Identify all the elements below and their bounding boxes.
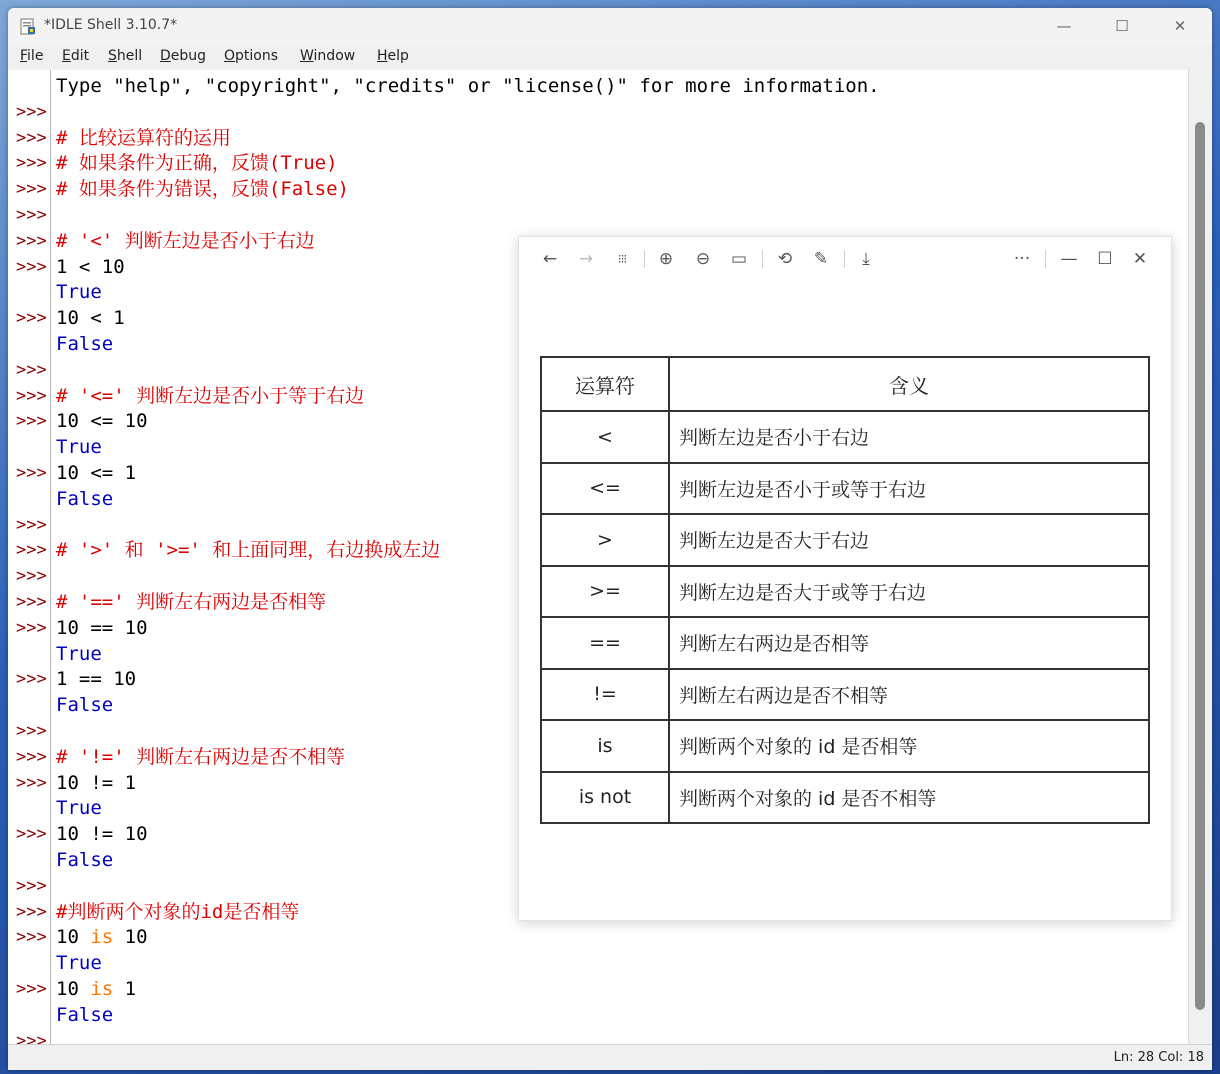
code-comment: # 如果条件为错误，反馈(False): [56, 178, 349, 201]
shell-line-text: [56, 744, 345, 770]
code-keyword: is: [90, 926, 114, 949]
shell-line: [8, 1002, 1188, 1028]
operator-cell: is: [541, 720, 669, 772]
shell-line: [8, 950, 1188, 976]
operator-cell: >=: [541, 566, 669, 618]
code-keyword: is: [90, 978, 114, 1000]
idle-app-icon: [20, 17, 36, 35]
shell-line-text: [56, 950, 102, 976]
menu-edit[interactable]: [62, 48, 89, 64]
more-icon[interactable]: ···: [1013, 249, 1031, 269]
close-button[interactable]: ✕: [1173, 17, 1187, 35]
shell-prompt: >>>: [16, 514, 47, 535]
shell-line-text: [56, 976, 136, 1002]
shell-prompt: >>>: [16, 901, 47, 922]
menu-shell[interactable]: [108, 48, 142, 64]
code-comment: # '==' 判断左右两边是否相等: [56, 591, 327, 613]
toolbar-divider: [844, 250, 845, 268]
table-row: [541, 669, 1149, 721]
meaning-cell: 判断左右两边是否不相等: [669, 669, 1149, 721]
shell-line: [8, 99, 1188, 125]
shell-line: [8, 73, 1188, 99]
table-header-row: [541, 357, 1149, 411]
image-viewer-window: [518, 236, 1172, 921]
operator-cell: <: [541, 411, 669, 463]
meaning-cell: 判断左边是否小于右边: [669, 411, 1149, 463]
shell-line-text: [56, 150, 338, 176]
shell-line-text: [56, 176, 349, 202]
shell-prompt: >>>: [16, 230, 47, 251]
shell-prompt: >>>: [16, 359, 47, 380]
table-row: [541, 617, 1149, 669]
rotate-icon[interactable]: ⟲: [777, 249, 793, 269]
save-icon[interactable]: ⤓: [862, 249, 870, 269]
code-text: 10: [113, 926, 148, 949]
shell-prompt: >>>: [16, 721, 47, 741]
shell-line-text: [56, 408, 148, 434]
meaning-cell: 判断两个对象的 id 是否不相等: [669, 772, 1149, 824]
shell-line-text: [56, 770, 136, 796]
shell-line: [8, 924, 1188, 950]
header-operator: 运算符: [541, 357, 669, 411]
title-bar[interactable]: [8, 8, 1212, 45]
shell-output: True: [56, 436, 102, 459]
shell-line-text: [56, 486, 113, 512]
shell-line-text: [56, 589, 326, 615]
toolbar-divider: [762, 250, 763, 268]
grid-icon[interactable]: ⁝⁝⁝: [617, 252, 627, 266]
back-arrow-icon[interactable]: ←: [542, 249, 558, 269]
shell-output: True: [56, 797, 102, 820]
shell-prompt: >>>: [16, 127, 47, 148]
shell-prompt: >>>: [16, 927, 47, 948]
shell-line-text: [56, 821, 148, 847]
menu-mnemonic: D: [160, 48, 171, 64]
operator-cell: is not: [541, 772, 669, 824]
menu-mnemonic: E: [62, 48, 71, 64]
shell-prompt: >>>: [16, 592, 47, 612]
menu-label-rest: elp: [387, 48, 409, 64]
shell-output: True: [56, 642, 102, 665]
code-comment: # '<' 判断左边是否小于右边: [56, 229, 315, 252]
shell-line-text: [56, 434, 102, 460]
shell-line-text: [56, 254, 125, 280]
operator-cell: <=: [541, 463, 669, 515]
scrollbar-thumb[interactable]: [1195, 122, 1205, 1010]
shell-prompt: >>>: [16, 979, 47, 999]
shell-prompt: >>>: [16, 824, 47, 845]
code-text: 10 != 1: [56, 771, 137, 794]
menu-bar: [8, 44, 1212, 71]
code-text: 10 <= 10: [56, 410, 148, 433]
shell-line-text: [56, 641, 102, 667]
shell-line-text: [56, 383, 364, 409]
operator-cell: >: [541, 514, 669, 566]
viewer-close-icon[interactable]: ✕: [1132, 249, 1148, 269]
zoom-in-icon[interactable]: ⊕: [658, 249, 674, 269]
shell-line-text: [56, 666, 136, 692]
shell-prompt: >>>: [16, 153, 47, 174]
code-text: 1: [113, 978, 137, 1000]
shell-output: False: [56, 1003, 114, 1026]
menu-label-rest: hell: [116, 48, 143, 64]
table-row: [541, 514, 1149, 566]
meaning-cell: 判断左边是否大于或等于右边: [669, 566, 1149, 618]
code-text: 10 <= 1: [56, 462, 137, 484]
shell-line-text: [56, 305, 125, 331]
toolbar-divider: [1045, 250, 1046, 268]
operator-cell: ==: [541, 617, 669, 669]
operator-table: [540, 356, 1150, 824]
menu-window[interactable]: [300, 48, 355, 64]
menu-debug[interactable]: [160, 48, 206, 64]
shell-line-text: [56, 692, 113, 718]
table-row: [541, 566, 1149, 618]
shell-line: [8, 176, 1188, 202]
code-text: 10: [56, 926, 91, 949]
shell-prompt: >>>: [16, 463, 47, 483]
zoom-out-icon[interactable]: ⊖: [695, 249, 711, 269]
code-comment: #判断两个对象的id是否相等: [56, 900, 300, 923]
shell-prompt: >>>: [16, 256, 47, 277]
shell-prompt: >>>: [16, 411, 47, 432]
shell-prompt: >>>: [16, 875, 47, 896]
shell-prompt: >>>: [16, 205, 47, 225]
code-text: 1 == 10: [56, 668, 137, 691]
shell-prompt: >>>: [16, 179, 47, 200]
forward-arrow-icon[interactable]: →: [578, 249, 594, 269]
meaning-cell: 判断左边是否大于右边: [669, 514, 1149, 566]
shell-output: False: [56, 694, 114, 717]
shell-prompt: >>>: [16, 566, 47, 587]
code-text: 10: [56, 978, 91, 1000]
shell-line: [8, 125, 1188, 151]
shell-output: False: [56, 333, 114, 355]
shell-line-text: [56, 331, 113, 357]
shell-output: True: [56, 281, 102, 304]
code-text: 1 < 10: [56, 255, 125, 278]
menu-label-rest: dit: [70, 48, 90, 64]
operator-cell: !=: [541, 669, 669, 721]
menu-options[interactable]: [224, 48, 278, 64]
menu-label-rest: indow: [313, 48, 356, 64]
actual-size-icon[interactable]: ▭: [730, 249, 748, 269]
shell-prompt: >>>: [16, 746, 47, 767]
menu-label-rest: ptions: [235, 48, 279, 64]
shell-prompt: >>>: [16, 617, 47, 638]
shell-line: [8, 202, 1188, 228]
meaning-cell: 判断左右两边是否相等: [669, 617, 1149, 669]
shell-prompt: >>>: [16, 669, 47, 690]
code-comment: # '<=' 判断左边是否小于等于右边: [56, 384, 365, 407]
shell-line: [8, 976, 1188, 1002]
toolbar-divider: [644, 250, 645, 268]
code-text: Type "help", "copyright", "credits" or "license()" for more information.: [56, 75, 880, 97]
shell-prompt: >>>: [16, 385, 47, 406]
shell-output: False: [56, 487, 114, 510]
meaning-cell: 判断左边是否小于或等于右边: [669, 463, 1149, 515]
shell-prompt: >>>: [16, 101, 47, 122]
table-row: [541, 411, 1149, 463]
cursor-position: Ln: 28 Col: 18: [1113, 1050, 1204, 1065]
shell-prompt: >>>: [16, 772, 47, 793]
edit-icon[interactable]: ✎: [813, 249, 829, 269]
viewer-maximize-icon[interactable]: ☐: [1097, 249, 1113, 269]
minimize-button[interactable]: —: [1056, 17, 1072, 35]
meaning-cell: 判断两个对象的 id 是否相等: [669, 720, 1149, 772]
shell-line-text: [56, 73, 880, 99]
shell-line-text: [56, 279, 102, 305]
code-text: 10 == 10: [56, 616, 148, 639]
code-text: 10 != 10: [56, 823, 148, 846]
shell-line-text: [56, 795, 102, 821]
menu-label-rest: ebug: [170, 48, 207, 64]
menu-mnemonic: O: [224, 48, 236, 64]
shell-line-text: [56, 899, 299, 925]
table-row: [541, 720, 1149, 772]
menu-mnemonic: F: [20, 48, 28, 64]
viewer-toolbar: [519, 237, 1171, 281]
window-title: *IDLE Shell 3.10.7*: [44, 17, 178, 33]
shell-line-text: [56, 460, 136, 486]
code-text: 10 < 1: [56, 307, 125, 330]
shell-output: True: [56, 952, 102, 975]
code-comment: # 比较运算符的运用: [56, 126, 231, 149]
shell-line: [8, 150, 1188, 176]
shell-line-text: [56, 228, 315, 254]
code-comment: # 如果条件为正确，反馈(True): [56, 152, 338, 175]
menu-mnemonic: H: [377, 48, 388, 64]
shell-line-text: [56, 1002, 113, 1028]
shell-line-text: [56, 537, 440, 563]
menu-label-rest: ile: [27, 48, 44, 64]
viewer-minimize-icon[interactable]: —: [1060, 249, 1078, 269]
menu-mnemonic: W: [300, 48, 314, 64]
menu-help[interactable]: [377, 48, 409, 64]
shell-prompt: >>>: [16, 540, 47, 561]
shell-line-text: [56, 615, 148, 641]
shell-line-text: [56, 847, 113, 873]
shell-line-text: [56, 125, 231, 151]
header-meaning: 含义: [669, 357, 1149, 411]
table-row: [541, 772, 1149, 824]
shell-output: False: [56, 849, 114, 871]
shell-line-text: [56, 924, 148, 950]
menu-file[interactable]: [20, 48, 43, 64]
shell-line: [8, 1028, 1188, 1044]
code-comment: # '>' 和 '>=' 和上面同理，右边换成左边: [56, 539, 441, 562]
table-row: [541, 463, 1149, 515]
shell-prompt: >>>: [16, 308, 47, 329]
menu-mnemonic: S: [108, 48, 117, 64]
status-bar: [8, 1044, 1212, 1070]
maximize-button[interactable]: ☐: [1115, 17, 1129, 35]
code-comment: # '!=' 判断左右两边是否不相等: [56, 745, 346, 768]
shell-prompt: >>>: [16, 1030, 47, 1044]
vertical-scrollbar[interactable]: [1188, 70, 1212, 1044]
